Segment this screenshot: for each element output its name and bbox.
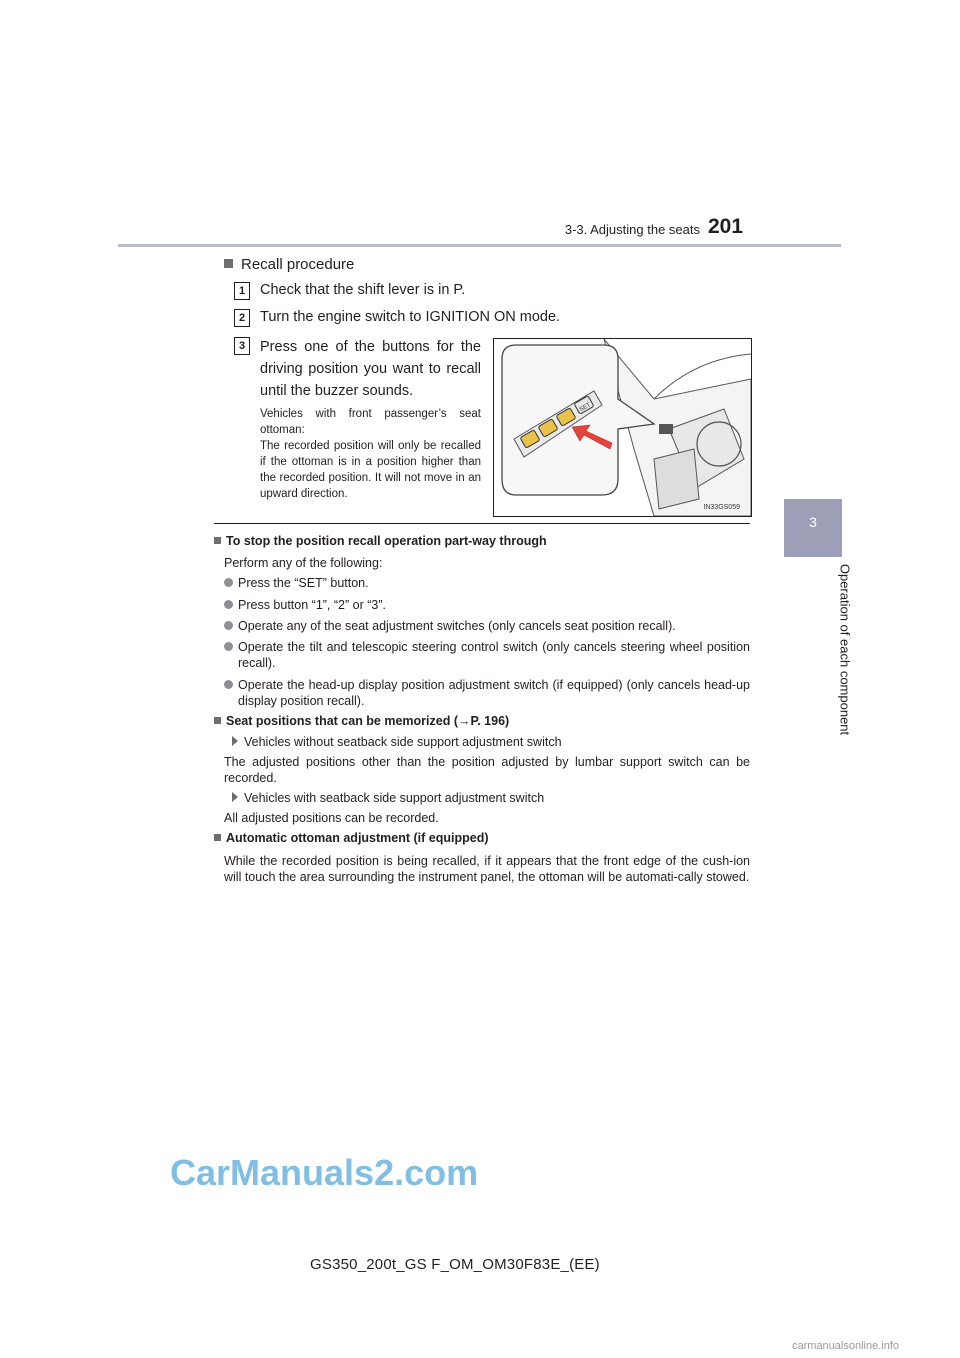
memorized-title: Seat positions that can be memorized (→P. 196) bbox=[226, 714, 510, 728]
step-number-3: 3 bbox=[234, 337, 250, 355]
section-title: 3-3. Adjusting the seats bbox=[564, 222, 700, 237]
memory-buttons-illustration bbox=[493, 338, 752, 517]
stop-title: To stop the position recall operation part-way through bbox=[226, 534, 547, 548]
figure-set-label: SET bbox=[578, 402, 592, 414]
chapter-tab bbox=[784, 499, 842, 557]
square-bullet-icon bbox=[214, 537, 221, 544]
triangle-right-icon bbox=[232, 736, 238, 746]
square-bullet-icon bbox=[214, 717, 221, 724]
step-text-1: Check that the shift lever is in P. bbox=[260, 282, 466, 298]
square-bullet-icon bbox=[224, 259, 233, 268]
list-item: Press the “SET” button. bbox=[224, 575, 750, 591]
step-text-2: Turn the engine switch to IGNITION ON mode. bbox=[260, 309, 561, 325]
ottoman-note bbox=[260, 406, 481, 502]
page-number: 201 bbox=[708, 215, 744, 238]
memorized-sub1: Vehicles without seatback side support adjustment switch bbox=[228, 735, 562, 749]
list-item: Operate the tilt and telescopic steering control switch (only cancels steering wheel position recall). bbox=[224, 639, 750, 671]
corner-watermark: carmanualsonline.info bbox=[792, 1340, 900, 1352]
recall-title: Recall procedure bbox=[241, 256, 355, 273]
ottoman-heading bbox=[214, 831, 489, 845]
memorized-sub2: Vehicles with seatback side support adjustment switch bbox=[228, 791, 544, 805]
memorized-text1: The adjusted positions other than the position adjusted by lumbar support switch can be recorded. bbox=[224, 755, 750, 785]
header-rule bbox=[118, 244, 841, 247]
chapter-title-vertical: Operation of each component bbox=[837, 563, 853, 736]
ottoman-text: While the recorded position is being recalled, if it appears that the front edge of the cush-ion will touch the area surrounding the instrument panel, the ottoman will be automati-cally stowed. bbox=[224, 854, 750, 884]
ottoman-note-line2: The recorded position will only be recalled if the ottoman is in a position higher than the recorded position. It will not move in an upward direction. bbox=[260, 440, 481, 500]
list-item: Operate any of the seat adjustment switches (only cancels seat position recall). bbox=[224, 618, 750, 634]
watermark-logo: CarManuals2.com bbox=[170, 1152, 479, 1193]
bullet-icon bbox=[224, 578, 233, 587]
list-item: Operate the head-up display position adjustment switch (if equipped) (only cancels head-up display position recall). bbox=[224, 677, 750, 709]
ottoman-title: Automatic ottoman adjustment (if equipped) bbox=[226, 831, 489, 845]
figure-code: IN33GS059 bbox=[703, 504, 740, 511]
list-item: Press button “1”, “2” or “3”. bbox=[224, 597, 750, 613]
bullet-icon bbox=[224, 642, 233, 651]
section-divider bbox=[214, 523, 750, 524]
memorized-heading bbox=[214, 714, 509, 728]
stop-intro: Perform any of the following: bbox=[224, 556, 383, 570]
step-number-2: 2 bbox=[234, 309, 250, 327]
step-text-3: Press one of the buttons for the driving position you want to recall until the buzzer sounds. bbox=[260, 339, 481, 399]
ottoman-note-line1: Vehicles with front passenger’s seat ottoman: bbox=[260, 408, 481, 436]
recall-heading bbox=[224, 256, 354, 273]
bullet-icon bbox=[224, 621, 233, 630]
stop-heading bbox=[214, 534, 547, 548]
door-panel-drawing bbox=[494, 339, 751, 516]
square-bullet-icon bbox=[214, 834, 221, 841]
document-code: GS350_200t_GS F_OM_OM30F83E_(EE) bbox=[310, 1256, 600, 1273]
bullet-icon bbox=[224, 600, 233, 609]
chapter-number: 3 bbox=[809, 514, 817, 530]
bullet-icon bbox=[224, 680, 233, 689]
memorized-text2: All adjusted positions can be recorded. bbox=[224, 811, 439, 825]
step-number-1: 1 bbox=[234, 282, 250, 300]
triangle-right-icon bbox=[232, 792, 238, 802]
